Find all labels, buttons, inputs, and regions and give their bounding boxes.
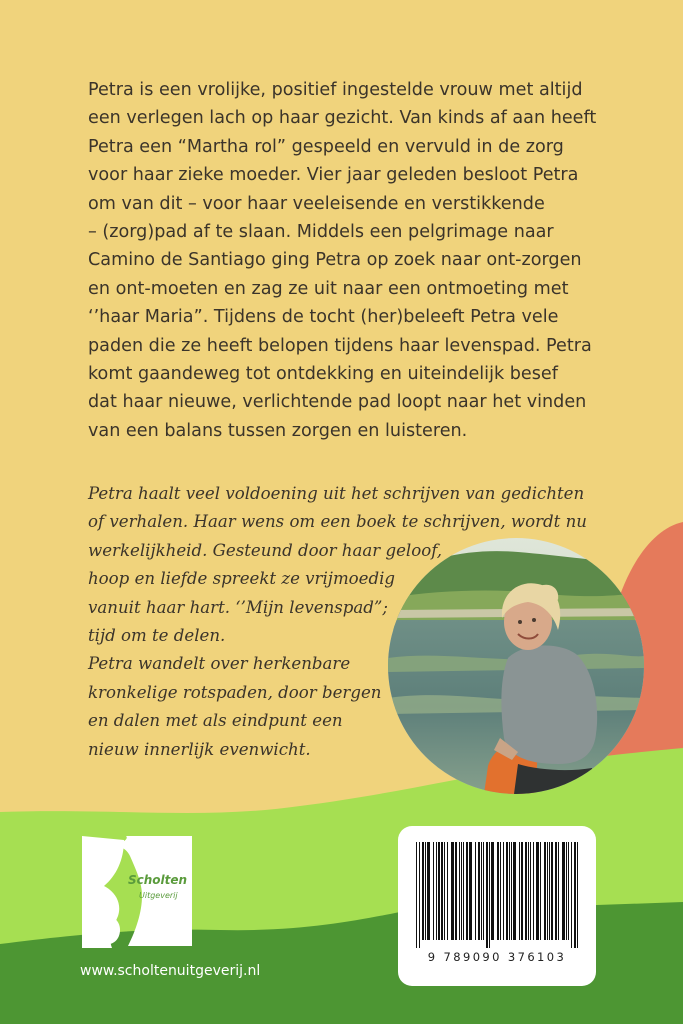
bio-line: werkelijkheid. Gesteund door haar geloof, — [88, 540, 443, 560]
blurb-line: een verlegen lach op haar gezicht. Van kinds af aan heeft — [88, 108, 597, 129]
blurb-line: komt gaandeweg tot ontdekking en uiteindelijk besef — [88, 364, 558, 385]
blurb-line: om van dit – voor haar veeleisende en verstikkende — [88, 193, 545, 214]
blurb-line: paden die ze heeft belopen tijdens haar levenspad. Petra — [88, 335, 592, 356]
barcode-bar — [525, 842, 527, 940]
barcode-bar — [483, 842, 484, 940]
barcode-bar — [441, 842, 443, 940]
blurb-line: – (zorg)pad af te slaan. Middels een pelgrimage naar — [88, 222, 554, 243]
bio-line: Petra wandelt over herkenbare — [88, 654, 351, 674]
barcode-bar — [444, 842, 445, 940]
barcode-bar — [574, 842, 576, 948]
barcode-bar — [562, 842, 565, 940]
barcode-bar — [533, 842, 534, 940]
bio-line: nieuw innerlijk evenwicht. — [88, 739, 311, 759]
isbn-number: 9 789090 376103 — [427, 950, 567, 964]
barcode-bar — [475, 842, 476, 940]
barcode-bar — [425, 842, 426, 940]
barcode-bar — [555, 842, 557, 940]
publisher-sub: Uitgeverij — [139, 891, 178, 900]
barcode-bar — [547, 842, 548, 940]
barcode-bar — [530, 842, 531, 940]
barcode-bar — [503, 842, 504, 940]
bio-line: vanuit haar hart. ‘’Mijn levenspad”; — [88, 597, 388, 617]
author-photo-illustration — [388, 538, 644, 794]
blurb-line: Petra een “Martha rol” gespeeld en vervuld in de zorg — [88, 136, 564, 157]
scholten-logo-icon — [78, 830, 196, 952]
blurb-text — [88, 76, 648, 445]
barcode-icon — [412, 842, 582, 950]
bio-line: of verhalen. Haar wens om een boek te schrijven, wordt nu — [88, 512, 587, 532]
barcode-bar — [489, 842, 490, 948]
barcode-bar — [513, 842, 516, 940]
blurb-line: dat haar nieuwe, verlichtende pad loopt naar het vinden — [88, 392, 587, 413]
barcode-bar — [416, 842, 417, 948]
author-photo — [388, 538, 644, 794]
barcode-bar — [568, 842, 569, 940]
blurb-line: en ont-moeten en zag ze uit naar een ontmoeting met — [88, 278, 569, 299]
barcode-panel — [398, 826, 596, 986]
barcode-bar — [422, 842, 424, 940]
barcode-bar — [566, 842, 567, 940]
barcode-bar — [544, 842, 546, 940]
bio-line: kronkelige rotspaden, door bergen — [88, 682, 382, 702]
barcode-bar — [486, 842, 488, 948]
barcode-bar — [436, 842, 437, 940]
bio-line: hoop en liefde spreekt ze vrijmoedig — [88, 569, 396, 589]
barcode-bar — [528, 842, 529, 940]
publisher-name: Scholten — [128, 873, 188, 887]
bio-line: Petra haalt veel voldoening uit het schrijven van gedichten — [88, 484, 585, 503]
barcode-bar — [491, 842, 494, 940]
barcode-bar — [433, 842, 434, 940]
barcode-bar — [536, 842, 539, 940]
blurb-line: van een balans tussen zorgen en luisteren. — [88, 420, 468, 441]
barcode-bar — [459, 842, 460, 940]
barcode-bar — [571, 842, 572, 948]
barcode-bar — [509, 842, 510, 940]
barcode-bar — [447, 842, 448, 940]
barcode-bar — [497, 842, 499, 940]
barcode-bar — [511, 842, 512, 940]
barcode-bar — [461, 842, 462, 940]
barcode-bar — [506, 842, 508, 940]
barcode-bar — [427, 842, 430, 940]
bio-line: tijd om te delen. — [88, 626, 226, 646]
barcode-bar — [455, 842, 457, 940]
barcode-bar — [500, 842, 501, 940]
barcode-bar — [577, 842, 578, 948]
barcode-bar — [419, 842, 420, 948]
barcode-bar — [481, 842, 482, 940]
barcode-bar — [438, 842, 440, 940]
barcode-bar — [519, 842, 520, 940]
barcode-bar — [549, 842, 550, 940]
barcode-bar — [551, 842, 553, 940]
barcode-bar — [469, 842, 472, 940]
publisher-website[interactable]: www.scholtenuitgeverij.nl — [80, 963, 261, 979]
barcode-bar — [451, 842, 454, 940]
blurb-line: voor haar zieke moeder. Vier jaar geleden besloot Petra — [88, 165, 579, 186]
blurb-line: ‘’haar Maria”. Tijdens de tocht (her)beleeft Petra vele — [88, 307, 559, 328]
bio-line: en dalen met als eindpunt een — [88, 711, 343, 731]
blurb-line: Petra is een vrolijke, positief ingestelde vrouw met altijd — [88, 80, 583, 100]
barcode-bar — [540, 842, 541, 940]
blurb-line: Camino de Santiago ging Petra op zoek naar ont-zorgen — [88, 250, 582, 271]
barcode-bar — [463, 842, 464, 940]
barcode-bar — [478, 842, 480, 940]
barcode-bar — [466, 842, 468, 940]
barcode-bar — [558, 842, 559, 940]
barcode-bar — [521, 842, 523, 940]
